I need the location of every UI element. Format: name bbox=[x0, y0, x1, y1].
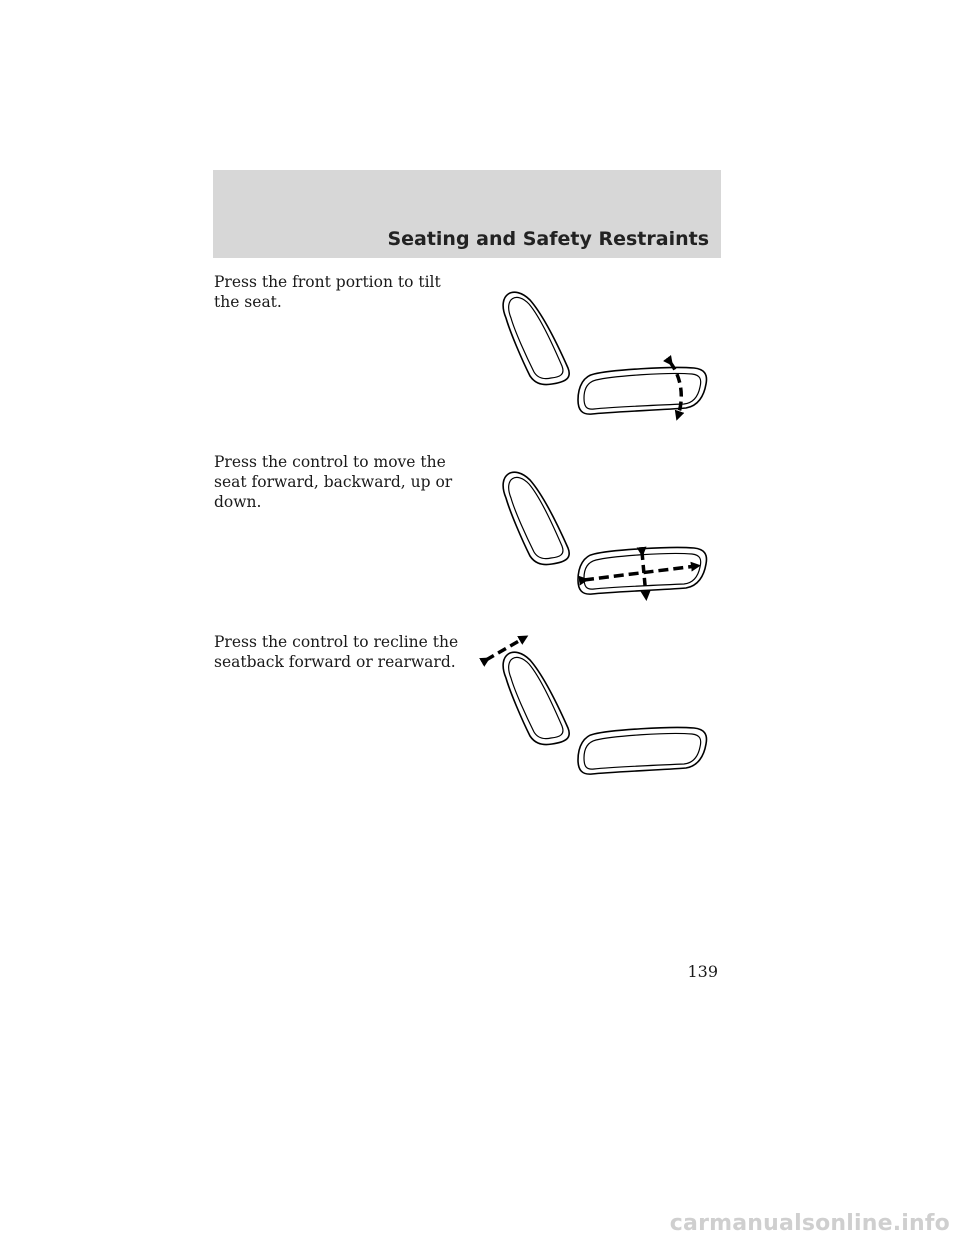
instruction-tilt: Press the front portion to tilt the seat. bbox=[214, 273, 441, 311]
instruction-move: Press the control to move the seat forward, backward, up or down. bbox=[214, 453, 453, 511]
seat-cushion-control-icon bbox=[578, 727, 707, 774]
section-title: Seating and Safety Restraints bbox=[387, 228, 709, 250]
seatback-control-icon bbox=[503, 472, 569, 564]
instruction-recline: Press the control to recline the seatback forward or rearward. bbox=[214, 633, 459, 671]
seatback-control-icon bbox=[503, 652, 569, 744]
seatback-control-icon bbox=[503, 292, 569, 384]
page-number: 139 bbox=[687, 962, 718, 981]
seat-cushion-control-icon bbox=[578, 367, 707, 414]
seat-move-diagram-icon bbox=[470, 450, 720, 620]
watermark: carmanualsonline.info bbox=[669, 1211, 950, 1236]
section-header bbox=[213, 170, 721, 258]
seatback-recline-diagram-icon bbox=[470, 630, 720, 800]
seat-tilt-diagram-icon bbox=[470, 270, 720, 440]
